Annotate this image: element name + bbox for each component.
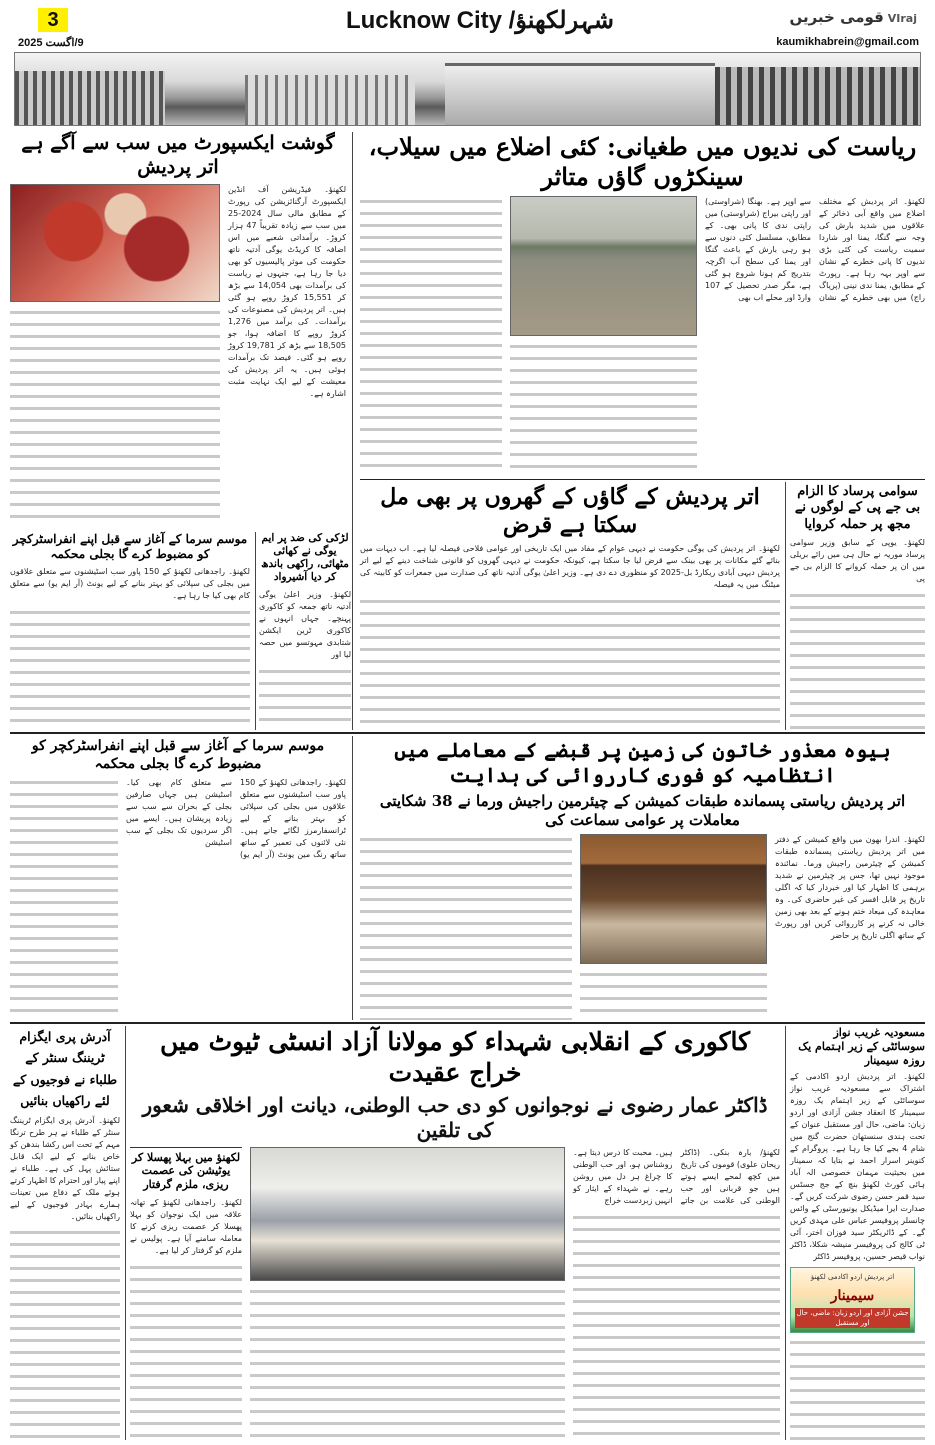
page-number: 3 [38,8,68,32]
city-skyline-banner [14,52,921,126]
article-subheadline: ڈاکٹر عمار رضوی نے نوجوانوں کو دی حب الوطنی، دیانت اور اخلاقی شعور کی تلقین [142,1092,768,1142]
article-power-dept [10,532,250,730]
article-body: لکھنؤ۔ راجدھانی لکھنؤ کے 150 پاور سب اسٹیشنوں سے متعلق علاقوں میں بجلی کی سپلائی کو بہتر بنانے کے لیے یونٹ (آر ایم یو) سے متعلق کام بھی کیا جا رہا ہے۔ [10,567,250,600]
article-body: لکھنؤ/ بارہ بنکی۔ (ڈاکٹر ریحان علوی) قوموں کی تاریخ میں کچھ لمحے ایسے ہوتے ہیں جو قربانی اور حب الوطنی کی علامت بن جاتے ہیں۔ محبت کا درس دیتا ہے۔ روشناس ہو، اور حب الوطنی کا چراغ ہر دل میں روشن رہے۔ نے شہداء کے ایثار کو انہیں زبردست خراج [573,1147,780,1205]
article-body-continued [10,777,118,1020]
article-headline: اتر پردیش کے گاؤں کے گھروں پر بھی مل سکتا ہے قرض [380,484,760,538]
article-seminar [790,1026,925,1440]
article-body-continued [580,969,767,1021]
article-body-continued [10,607,250,730]
article-body-continued [250,1286,565,1441]
article-headline: ریاست کی ندیوں میں طغیانی: کئی اضلاع میں سیلاب، سینکڑوں گاؤں متاثر [368,132,917,191]
article-headline: بیوہ معذور خاتون کی زمین پر قبضے کے معاملے میں انتظامیہ کو فوری کارروائی کی ہدایت [394,738,891,787]
article-body-continued [360,196,502,476]
article-body-continued [360,834,572,1021]
section-divider [10,732,925,734]
tribute-event-photo [250,1147,565,1281]
article-body: لکھنؤ۔ اتر پردیش کے مختلف اضلاع میں واقع آبی ذخائر کے علاقوں میں شدید بارش کی وجہ سے گنگا، یمنا اور شاردا سمیت ریاست کی کئی بڑی ندیوں کا پانی خطرے کے نشان سے اوپر بہہ رہا ہے۔ رپورٹ کے مطابق، یمنا ندی نینی (پریاگ راج) میں بھی خطرے کے نشان سے اوپر ہے۔ بھنگا (شراوستی) اور راپتی بیراج (شراوستی) میں راپتی ندی کا پانی بھی۔ کے مطابق، مسلسل کئی دنوں سے ہو رہی بارش کے باعث گنگا اور یمنا کی سطح آب اگرچہ بتدریج کم ہونا شروع ہو گئی ہے، مگر صدر تحصیل کے 107 وارڈ اور محلے اب بھی [705,197,925,302]
article-swami-prasad [790,484,925,730]
column-divider [785,482,786,730]
article-body-continued [573,1212,780,1441]
section-divider [360,479,925,480]
column-divider [352,132,353,730]
article-rakhi-soldiers [10,1026,120,1440]
article-girl-rakhi [259,532,351,730]
issue-date: 9/اگست 2025 [18,37,84,49]
article-body-continued [510,341,697,476]
article-body: لکھنؤ۔ اتر پردیش اردو اکادمی کے اشتراک سے مسعودیہ غریب نواز سوسائٹی کے زیر اہتمام یک روزہ سیمینار کا انعقاد جشن آزادی اور اردو زبان: ماضی، حال اور مستقبل عنوان کے تحت ہندی سنستھان حضرت گنج میں شام 4 بجے کیا جا رہا ہے۔ پروگرام کے کنوینر اسرار احمد نے بتایا کہ سمینار میں بحیثیت مہمان خصوصی الہ آباد ہائی کورٹ لکھنؤ بنچ کے جج جسٹس سید قمر حسن رضوی شرکت کریں گے۔ صدارت ایرا میڈیکل یونیورسٹی کے وائس چانسلر پروفیسر عباس علی مہدی کریں گے۔ کے ڈائریکٹر سید فوزان اختر، آئی ٹی کالج کی پروفیسر منیشہ شکلا، ڈاکٹر نواب قیصر حسین، پروفیسر ڈاکٹر [790,1072,925,1262]
article-headline: آدرش پری ایگزام ٹریننگ سنٹر کے طلباء نے فوجیوں کے لئے راکھیاں بنائیں [12,1029,118,1108]
column-divider [352,736,353,1020]
poster-organizer: اتر پردیش اردو اکادمی لکھنؤ [810,1273,895,1282]
article-body: لکھنؤ۔ راجدھانی لکھنؤ کے 150 پاور سب اسٹیشنوں سے متعلق علاقوں میں بجلی کی سپلائی کو بہتر بنانے کے لیے ٹرانسفارمرز لگائے جانے ہیں۔ نئی لائنوں کی تعمیر کے ساتھ ساتھ رنگ مین یونٹ (آر ایم یو) سے متعلق کام بھی کیا۔ اسٹیشن ہیں جہاں صارفین بجلی کے بحران سے سب سے زیادہ پریشان ہیں۔ ایسے میں اگر سردیوں تک بجلی کے سب اسٹیشن [126,778,346,859]
article-meat-export [10,132,346,527]
section-title: Lucknow City /شہرلکھنؤ [345,7,615,34]
newspaper-name: قومی خبریں [789,8,884,26]
article-body-continued [10,307,220,528]
article-body: لکھنؤ۔ فیڈریشن آف انڈین ایکسپورٹ آرگنائزیشن کی رپورٹ کے مطابق مالی سال 2024-25 میں سب سے زیادہ تقریباً 47 ہزار کروڑ۔ برآمداتی شعبے میں اس اضافہ کا کریڈٹ یوگی آدتیہ ناتھ حکومت کی موثر پالیسیوں کو بھی دیا جا رہا ہے، جنہوں نے ریاست کی برآمدات بھی 14,054 سے بڑھ کر 15,551 کروڑ روپے ہو گئی ہیں۔ اتر پردیش کی مصنوعات کی برآمدات۔ کی برآمد میں 1,276 کروڑ روپے کا اضافہ ہوا، جو 18,505 سے بڑھ کر 19,781 کروڑ روپے ہو گئی۔ فیصد تک برآمدات ہوئی ہیں۔ یہ اتر پردیش کی معیشت کے لیے ایک نہایت مثبت اشارہ ہے۔ [228,184,347,398]
article-body: لکھنؤ۔ یوپی کے سابق وزیر سوامی پرساد موریہ نے حال ہی میں رائے بریلی میں ان پر حملہ کروانے کا الزام بی جے پی [790,537,925,583]
column-divider [255,532,256,730]
meat-photo [10,184,220,302]
article-widow-land [360,738,925,1020]
column-divider [785,1026,786,1440]
article-power-dept-2 [10,738,346,1020]
brand-mark: VIraj [887,12,917,25]
hearing-room-photo [580,834,767,964]
article-body: لکھنؤ۔ راجدھانی لکھنؤ کے تھانہ علاقہ میں ایک نوجوان کو بہلا پھسلا کر عصمت ریزی کرنے کا معاملہ سامنے آیا ہے۔ پولیس نے ملزم کو گرفتار کر لیا ہے۔ [130,1197,242,1255]
article-headline: سوامی پرساد کا الزام بی جے پی کے لوگوں نے مجھ پر حملہ کروایا [794,484,921,532]
article-headline: لڑکی کی ضد پر ایم یوگی نے کھائی مٹھائی، راکھی باندھ کر دیا آشیرواد [261,532,349,584]
article-subheadline: اتر پردیش ریاستی پسماندہ طبقات کمیشن کے چیئرمین راجیش ورما نے 38 شکایتی معاملات پر عوامی سماعت کی [379,792,906,829]
article-body-continued [790,590,925,730]
poster-title: سیمینار [830,1288,875,1305]
poster-subtitle: جشن آزادی اور اردو زبان: ماضی، حال اور مستقبل [796,1309,909,1328]
column-divider [125,1026,126,1440]
article-headline: لکھنؤ میں بہلا پھسلا کر یوٹیشن کی عصمت ریزی، ملزم گرفتار [131,1150,241,1191]
article-flood [360,132,925,476]
article-body-continued [790,1337,925,1440]
article-assault [130,1147,242,1441]
article-body: لکھنؤ۔ اندرا بھون میں واقع کمیشن کے دفتر میں اتر پردیش ریاستی پسماندہ طبقات کمیشن کے چیئرمین راجیش ورما۔ نمائندہ موجود نہیں تھا، جس پر چیئرمین نے شدید برہمی کا اظہار کیا اور خبردار کیا کہ اگلی تاریخ پر قابل افسر کی غیر حاضری کی۔ وہ معاہدہ کی میعاد ختم ہونے کے بعد بھی زمین خالی نہ کرنے پر کارروائی کریں اور رپورٹ کے ساتھ اگلی تاریخ پر حاضر [775,834,925,940]
article-body-continued [360,596,780,730]
article-body-continued [259,666,351,731]
article-body: لکھنؤ۔ وزیر اعلیٰ یوگی آدتیہ ناتھ جمعہ کو کاکوری پہنچے۔ جہاں انہوں نے کاکوری ٹرین ایکشن شتابدی مہوتسو میں حصہ لیا اور [259,589,351,659]
article-kakori [130,1026,780,1440]
article-body-continued [10,1227,120,1440]
flood-river-photo [510,196,697,336]
article-headline: گوشت ایکسپورٹ میں سب سے آگے ہے اتر پردیش [21,132,335,178]
contact-email[interactable]: kaumikhabrein@gmail.com [776,36,919,48]
article-body: لکھنؤ۔ آدرش پری ایگزام ٹریننگ سنٹر کے طلباء نے ہر طرح ترنگا مہم کے تحت اس رکشا بندھن کو خاص بنانے کے لیے ایک قابل ستائش پہل کی ہے۔ طلباء نے اپنے پیار اور احترام کا اظہار کرتے ہوئے ملک کے دفاع میں تعینات ہمارے بہادر فوجیوں کے لیے راکھیاں بنائیں۔ [10,1116,120,1221]
article-body: لکھنؤ۔ اتر پردیش کی یوگی حکومت نے دیہی عوام کے مفاد میں ایک تاریخی اور عوامی فلاحی فیصلہ لیا ہے۔ اب دیہات میں بنائے گئے مکانات پر بھی بینک سے قرض لیا جا سکتا ہے، کیونکہ حکومت نے دیہی گھروں کو قانونی شناخت دینے کے لیے اتر پردیش دیہی آبادی ریکارڈ بل-2025 کو منظوری دے دی ہے۔ وزیر اعلیٰ یوگی آدتیہ ناتھ کی صدارت میں جمعرات کو کابینہ کی میٹنگ میں یہ فیصلہ [360,544,781,589]
section-divider [10,1022,925,1024]
article-body-continued [130,1262,242,1440]
newspaper-logo [789,8,917,26]
seminar-poster [790,1267,915,1333]
article-village-loan [360,484,780,730]
article-headline: مسعودیہ غریب نواز سوسائٹی کے زیر اہتمام یک روزہ سیمینار [798,1026,925,1067]
article-headline: موسم سرما کے آغاز سے قبل اپنے انفراسٹرکچر کو مضبوط کرے گا بجلی محکمہ [31,738,325,772]
article-headline: موسم سرما کے آغاز سے قبل اپنے انفراسٹرکچر کو مضبوط کرے گا بجلی محکمہ [12,532,248,561]
article-headline: کاکوری کے انقلابی شہداء کو مولانا آزاد انسٹی ٹیوٹ میں خراج عقیدت [159,1027,751,1088]
